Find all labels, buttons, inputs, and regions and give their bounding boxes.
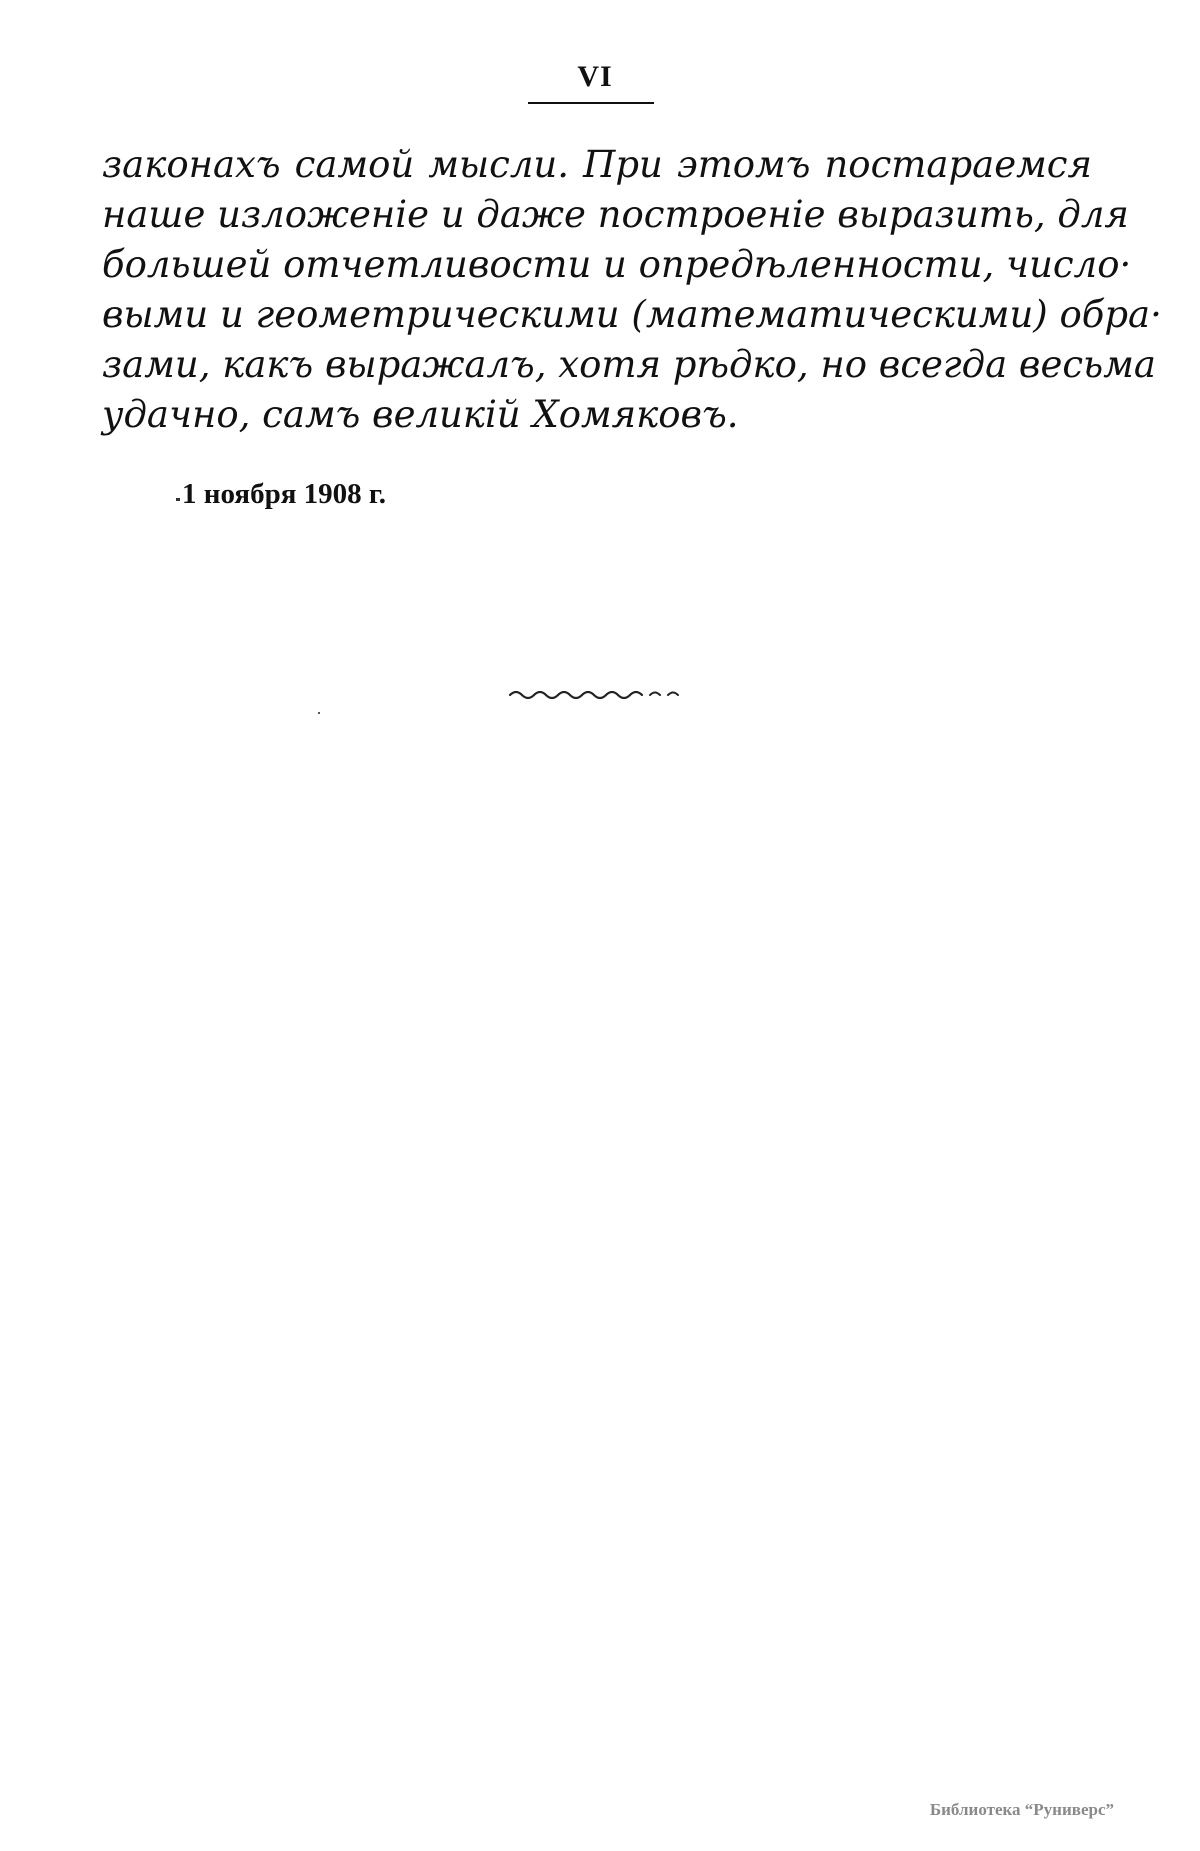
stray-dot xyxy=(318,712,320,714)
body-paragraph xyxy=(102,140,1162,440)
body-line: выми и геометрическими (математическими) обра· xyxy=(102,293,1162,336)
page-number-rule xyxy=(528,102,654,104)
date-line: 1 ноября 1908 г. xyxy=(182,478,387,510)
body-line: зами, какъ выражалъ, хотя рѣдко, но всегда весьма xyxy=(102,343,1156,386)
body-line: удачно, самъ великій Хомяковъ. xyxy=(102,393,739,436)
library-watermark: Библиотека “Руниверс” xyxy=(929,1800,1114,1819)
body-line: наше изложеніе и даже построеніе выразить, для xyxy=(102,193,1129,236)
body-line: большей отчетливости и опредѣленности, числo· xyxy=(102,243,1132,286)
date-mark xyxy=(176,498,180,501)
body-line: законахъ самой мысли. При этомъ постараемся xyxy=(102,143,1092,186)
wavy-ornament-divider xyxy=(508,686,688,702)
page-number: VI xyxy=(577,60,613,93)
